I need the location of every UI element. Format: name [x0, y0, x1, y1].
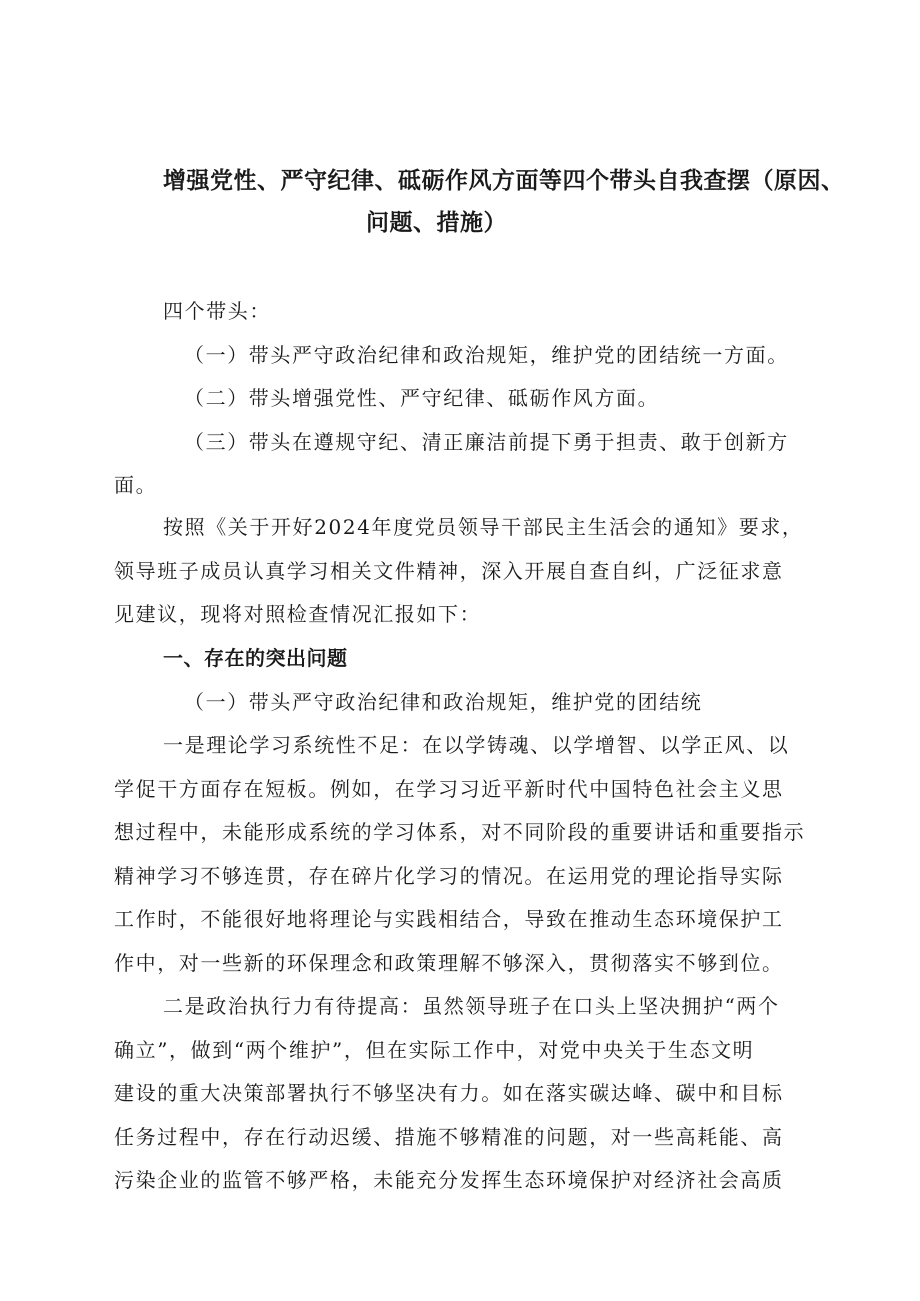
paragraph-1-line: 精神学习不够连贯，存在碎片化学习的情况。在运用党的理论指导实际 [114, 863, 784, 888]
intro-block [114, 290, 832, 508]
preface-line-1: 按照《关于开好2024年度党员领导干部民主生活会的通知》要求， [163, 515, 804, 539]
paragraph-2 [114, 985, 832, 1203]
intro-item-3-line-2: 面。 [114, 473, 158, 497]
preface-line-2: 领导班子成员认真学习相关文件精神，深入开展自查自纠，广泛征求意 [114, 558, 784, 583]
paragraph-1-line: 学促干方面存在短板。例如，在学习习近平新时代中国特色社会主义思 [114, 776, 784, 801]
paragraph-1-line: 想过程中，未能形成系统的学习体系，对不同阶段的重要讲话和重要指示 [114, 820, 806, 844]
intro-item-2: （二）带头增强党性、严守纪律、砥砺作风方面。 [184, 386, 660, 410]
paragraph-1-line: 作中，对一些新的环保理念和政策理解不够深入，贯彻落实不够到位。 [114, 950, 784, 975]
paragraph-1-line: 工作时，不能很好地将理论与实践相结合，导致在推动生态环境保护工 [114, 907, 784, 931]
paragraph-2-line: 建设的重大决策部署执行不够坚决有力。如在落实碳达峰、碳中和目标 [114, 1081, 784, 1105]
title-line-1: 增强党性、严守纪律、砥砺作风方面等四个带头自我查摆（原因、 [163, 168, 845, 194]
preface-line-3: 见建议，现将对照检查情况汇报如下： [114, 602, 482, 626]
section-1 [114, 637, 832, 1203]
title-line-2: 问题、措施） [366, 210, 507, 236]
paragraph-2-line: 污染企业的监管不够严格，未能充分发挥生态环境保护对经济社会高质 [114, 1168, 784, 1192]
paragraph-2-line: 确立”，做到“两个维护”，但在实际工作中，对党中央关于生态文明 [114, 1037, 755, 1062]
section-1-subheading: （一）带头严守政治纪律和政治规矩，维护党的团结统 [184, 689, 703, 714]
preface-block [114, 506, 832, 637]
document-title [163, 160, 843, 244]
intro-label: 四个带头： [163, 299, 271, 323]
intro-item-1: （一）带头严守政治纪律和政治规矩，维护党的团结统一方面。 [184, 342, 789, 367]
paragraph-2-line: 二是政治执行力有待提高：虽然领导班子在口头上坚决拥护“两个 [163, 994, 780, 1018]
paragraph-2-line: 任务过程中，存在行动迟缓、措施不够精准的问题，对一些高耗能、高 [114, 1124, 784, 1149]
paragraph-1-line: 一是理论学习系统性不足：在以学铸魂、以学增智、以学正风、以 [163, 733, 790, 757]
intro-item-3-line-1: （三）带头在遵规守纪、清正廉洁前提下勇于担责、敢于创新方 [184, 429, 789, 454]
paragraph-1 [114, 724, 832, 985]
section-1-heading: 一、存在的突出问题 [163, 646, 348, 670]
